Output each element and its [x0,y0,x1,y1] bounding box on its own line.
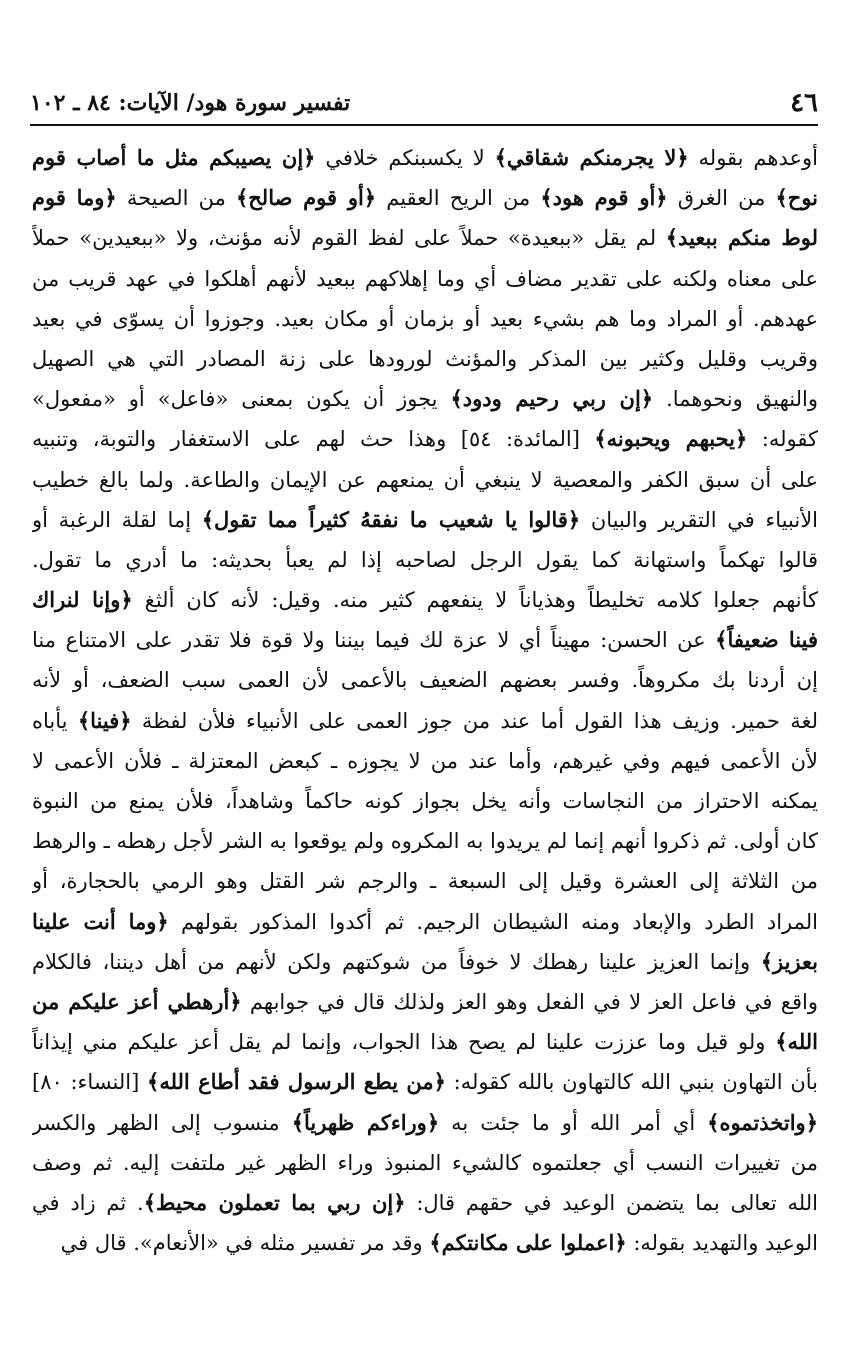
text-segment: إما لقلة الرغبة أو [32,507,202,532]
text-segment: الوعيد والتهديد بقوله: [626,1231,818,1256]
quran-quote: بعزيز﴾ [760,948,818,974]
text-segment: ولو قيل وما عززت علينا لم يصح هذا الجواب، وإنما لم يقل أعز عليكم مني إيذاناً [32,1030,776,1055]
quran-quote: ﴿أرهطي أعز عليكم من [32,988,242,1014]
text-line [32,1143,818,1183]
page-header [30,84,818,118]
text-segment: من تغييرات النسب أي جعلتموه كالشيء المنبوذ وراء الظهر غير ملتفت إليه. ثم وصف [32,1150,818,1175]
text-segment: أي أمر الله أو ما جئت به [439,1110,708,1135]
text-segment: [المائدة: ٥٤] وهذا حث لهم على الاستغفار والتوبة، وتنبيه [32,427,595,452]
text-segment: من الثلاثة إلى العشرة وقيل إلى السبعة ـ والرجم شر القتل وهو الرمي بالحجارة، أو [32,869,818,894]
text-segment: عهدهم. أو المراد وما هم بشيء بعيد أو بزمان أو مكان بعيد. وجوزوا أن يسوّى في بعيد [32,306,818,331]
text-segment: من الغرق [667,186,776,211]
text-line [32,178,818,218]
quran-quote: ﴿إن يصيبكم مثل ما أصاب قوم [32,145,316,170]
quran-quote: ﴿فينا﴾ [77,707,132,733]
text-line [32,138,818,178]
text-segment: [النساء: ٨٠] [32,1070,148,1095]
text-line [32,781,818,821]
text-segment: قالوا تهكماً واستهانة كما يقول الرجل لصاحبه إذا لم يعبأ بحديثه: ما أدري ما تقول. [32,547,818,572]
quran-quote: ﴿لا يجرمنكم شقاقي﴾ [494,145,689,170]
text-segment: الأنبياء في التقرير والبيان [580,507,818,532]
quran-quote: ﴿وراءكم ظهرياً﴾ [291,1109,440,1135]
text-line [32,1183,818,1223]
text-segment: على معناه ولكنه على تقدير مضاف أي وما إهلاكهم ببعيد لأنهم أهلكوا في عهد قريب من [32,266,818,291]
quran-quote: الله﴾ [775,1029,818,1055]
quran-quote: ﴿قالوا يا شعيب ما نفقهُ كثيراً مما تقول﴾ [201,506,581,532]
text-line [32,1223,818,1263]
text-line [32,1022,818,1062]
text-segment: من الصيحة [116,186,236,211]
page-number: ٤٦ [790,88,818,118]
text-line [32,299,818,339]
quran-quote: ﴿وما أنت علينا [32,908,169,934]
text-line [32,821,818,861]
text-segment: إن أردنا بك مكروهاً. وفسر بعضهم الضعيف بالأعمى لأن العمى سبب الضعف، أو لأنه [32,668,818,693]
text-line [32,460,818,500]
text-segment: المراد الطرد والإبعاد ومنه الشيطان الرجيم. ثم أكدوا المذكور بقولهم [168,909,818,934]
text-line [32,580,818,620]
text-segment: لأن الأعمى فيهم وفي غيرهم، وأما عند من لا يجوزه ـ كبعض المعتزلة ـ فلأن الأعمى لا [32,748,818,773]
text-line [32,942,818,982]
text-line [32,379,818,419]
text-line [32,500,818,540]
text-segment: والنهيق ونحوهما. [653,387,818,412]
text-line [32,660,818,700]
quran-quote: ﴿اعملوا على مكانتكم﴾ [429,1230,627,1256]
text-segment: وقريب وقليل وكثير بين المذكر والمؤنث لورودها على زنة المصادر التي هي الصهيل [32,346,818,371]
text-segment: لغة حمير. وزيف هذا القول أما عند من جوز العمى على الأنبياء فلأن لفظة [131,708,818,733]
text-segment: كأنهم جعلوا كلامه تخليطاً وهذياناً لا ينفعهم كثير منه. وقيل: لأنه كان ألثغ [132,588,818,613]
text-segment: كان أولى. ثم ذكروا أنهم إنما لم يريدوا به المكروه ولم يوقعوا به الشر لأجل رهطه ـ والرهط [32,829,818,854]
text-segment: على أن سبق الكفر والمعصية لا ينبغي أن يمنعهم عن الإيمان والطاعة. ولما بالغ خطيب [32,467,818,492]
text-line [32,902,818,942]
quran-quote: ﴿إن ربي بما تعملون محيط﴾ [143,1189,406,1215]
text-line [32,982,818,1022]
text-line [32,419,818,459]
quran-quote: ﴿واتخذتموه﴾ [707,1109,818,1135]
text-line [32,701,818,741]
text-segment: يجوز أن يكون بمعنى «فاعل» أو «مفعول» [32,387,451,412]
text-segment: من الريح العقيم [376,186,541,211]
text-segment: لم يقل «ببعيدة» حملاً على لفظ القوم لأنه مؤنث، ولا «ببعيدين» حملاً [32,226,666,251]
text-segment: الله تعالى بما يتضمن الوعيد في حقهم قال: [405,1190,818,1215]
quran-quote: ﴿أو قوم صالح﴾ [235,185,377,211]
text-segment: . ثم زاد في [32,1190,144,1215]
text-segment: وقد مر تفسير مثله في «الأنعام». قال في [60,1231,430,1256]
running-title: تفسير سورة هود/ الآيات: ٨٤ ـ ١٠٢ [30,90,351,116]
text-segment: بأن التهاون بنبي الله كالتهاون بالله كقوله: [445,1070,818,1095]
text-segment: يمكنه الاحتراز من النجاسات وأنه يخل بجواز كونه حاكماً وشاهداً، فلأن يمنع من النبوة [32,789,818,813]
quran-quote: فينا ضعيفاً﴾ [715,627,818,653]
text-segment: كقوله: [747,427,818,452]
quran-quote: نوح﴾ [775,185,818,211]
text-line [32,540,818,580]
text-segment: يأباه [32,708,78,733]
text-segment: منسوب إلى الظهر والكسر [32,1110,292,1135]
text-line [32,259,818,299]
quran-quote: ﴿أو قوم هود﴾ [540,185,668,211]
commentary-text [32,138,818,1358]
text-line [32,218,818,258]
quran-quote: ﴿يحبهم ويحبونه﴾ [594,426,748,452]
quran-quote: لوط منكم ببعيد﴾ [665,225,818,251]
text-line [32,339,818,379]
quran-quote: ﴿وإنا لنراك [32,587,133,613]
text-segment: عن الحسن: مهيناً أي لا عزة لك فيما بيننا ولا قوة فلا تقدر على الامتناع منا [32,628,716,653]
text-segment: أوعدهم بقوله [688,146,818,170]
header-divider [30,124,818,126]
text-line [32,741,818,781]
text-segment: وإنما العزيز علينا رهطك لا خوفاً من شوكتهم ولكن لأنهم من أهل ديننا، فالكلام [32,949,761,974]
text-line [32,1103,818,1143]
text-segment: لا يكسبنكم خلافي [315,146,495,170]
text-line [32,1062,818,1102]
quran-quote: ﴿إن ربي رحيم ودود﴾ [450,386,654,412]
text-line [32,861,818,901]
quran-quote: ﴿من يطع الرسول فقد أطاع الله﴾ [147,1069,446,1095]
text-segment: واقع في فاعل العز لا في الفعل وهو العز ولذلك قال في جوابهم [241,989,818,1014]
text-line [32,620,818,660]
quran-quote: ﴿وما قوم [32,185,117,211]
